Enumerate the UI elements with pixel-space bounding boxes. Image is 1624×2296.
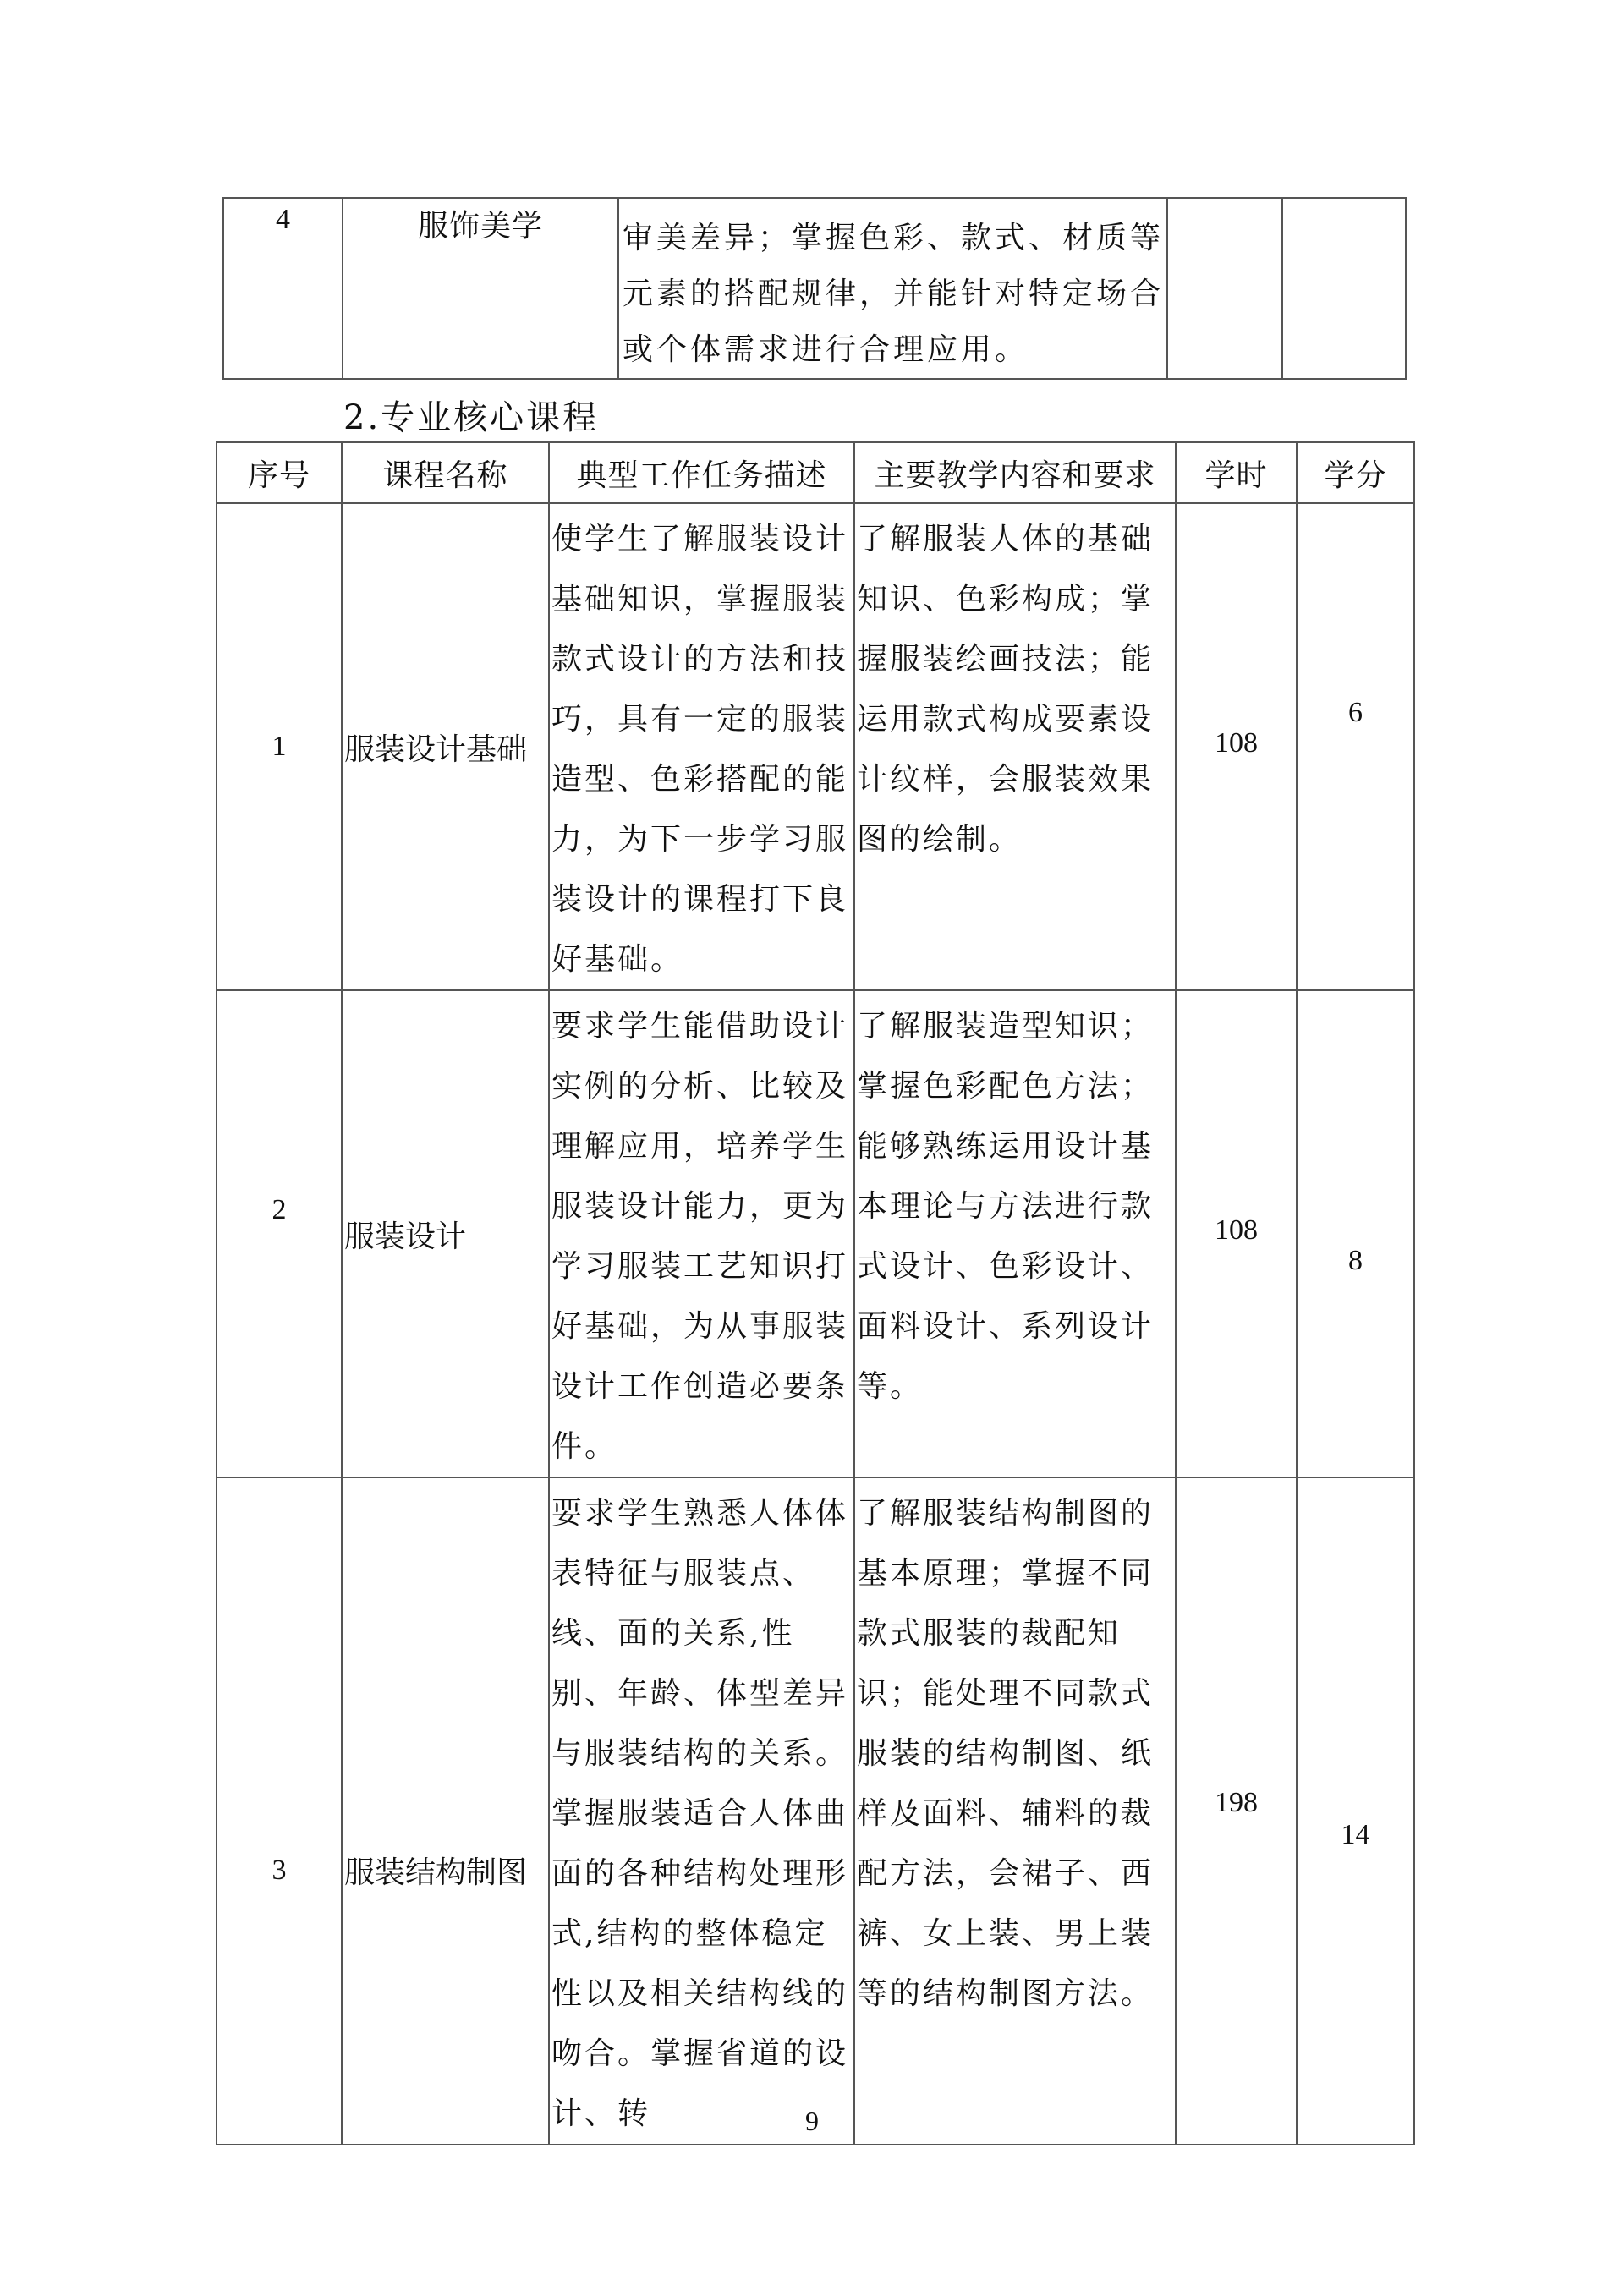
course-hours xyxy=(1176,990,1297,1477)
course-credits xyxy=(1297,1477,1414,2145)
header-credits: 学分 xyxy=(1297,442,1414,503)
hours-value: 108 xyxy=(1215,1214,1258,1246)
hours-value: 108 xyxy=(1215,727,1258,759)
course-content: 了解服装造型知识；掌握色彩配色方法；能够熟练运用设计基本理论与方法进行款式设计、色彩设计、面料设计、系列设计等。 xyxy=(854,990,1176,1477)
course-description: 审美差异；掌握色彩、款式、材质等元素的搭配规律，并能针对特定场合或个体需求进行合理应用。 xyxy=(618,198,1167,379)
course-seq: 4 xyxy=(223,198,343,379)
continued-course-table xyxy=(222,197,1407,380)
course-seq xyxy=(217,990,342,1477)
page-number: 9 xyxy=(805,2106,819,2136)
table-header-row xyxy=(217,442,1414,503)
credits-value: 14 xyxy=(1341,1818,1370,1850)
course-seq xyxy=(217,1477,342,2145)
seq-value: 2 xyxy=(272,1194,287,1225)
header-hours: 学时 xyxy=(1176,442,1297,503)
course-credits xyxy=(1297,990,1414,1477)
header-name: 课程名称 xyxy=(342,442,549,503)
course-name: 服装设计基础 xyxy=(342,503,549,990)
course-hours xyxy=(1167,198,1282,379)
course-hours xyxy=(1176,1477,1297,2145)
table-row xyxy=(217,990,1414,1477)
table-row xyxy=(223,198,1406,379)
header-content: 主要教学内容和要求 xyxy=(854,442,1176,503)
course-task: 要求学生能借助设计实例的分析、比较及理解应用，培养学生服装设计能力，更为学习服装工艺知识打好基础，为从事服装设计工作创造必要条件。 xyxy=(549,990,854,1477)
course-name xyxy=(342,1477,549,2145)
course-task: 要求学生熟悉人体体表特征与服装点、线、面的关系,性别、年龄、体型差异与服装结构的关系。掌握服装适合人体曲面的各种结构处理形式,结构的整体稳定性以及相关结构线的吻合。掌握省道的设计、转 xyxy=(549,1477,854,2145)
course-seq: 1 xyxy=(217,503,342,990)
course-credits xyxy=(1282,198,1406,379)
course-content: 了解服装人体的基础知识、色彩构成；掌握服装绘画技法；能运用款式构成要素设计纹样，会服装效果图的绘制。 xyxy=(854,503,1176,990)
course-credits xyxy=(1297,503,1414,990)
table-row xyxy=(217,503,1414,990)
hours-value: 198 xyxy=(1215,1786,1258,1818)
header-seq: 序号 xyxy=(217,442,342,503)
section-heading: 2.专业核心课程 xyxy=(343,398,600,437)
course-task: 使学生了解服装设计基础知识，掌握服装款式设计的方法和技巧，具有一定的服装造型、色彩搭配的能力，为下一步学习服装设计的课程打下良好基础。 xyxy=(549,503,854,990)
course-name: 服装设计 xyxy=(342,990,549,1477)
course-content: 了解服装结构制图的基本原理；掌握不同款式服装的裁配知识；能处理不同款式服装的结构制图、纸样及面料、辅料的裁配方法，会裙子、西裤、女上装、男上装等的结构制图方法。 xyxy=(854,1477,1176,2145)
name-value: 服装结构制图 xyxy=(344,1855,528,1890)
course-hours xyxy=(1176,503,1297,990)
header-task: 典型工作任务描述 xyxy=(549,442,854,503)
course-name: 服饰美学 xyxy=(343,198,618,379)
seq-value: 3 xyxy=(272,1854,287,1886)
table-row xyxy=(217,1477,1414,2145)
core-course-table xyxy=(216,441,1415,2145)
credits-value: 8 xyxy=(1348,1245,1363,1276)
credits-value: 6 xyxy=(1348,697,1363,728)
